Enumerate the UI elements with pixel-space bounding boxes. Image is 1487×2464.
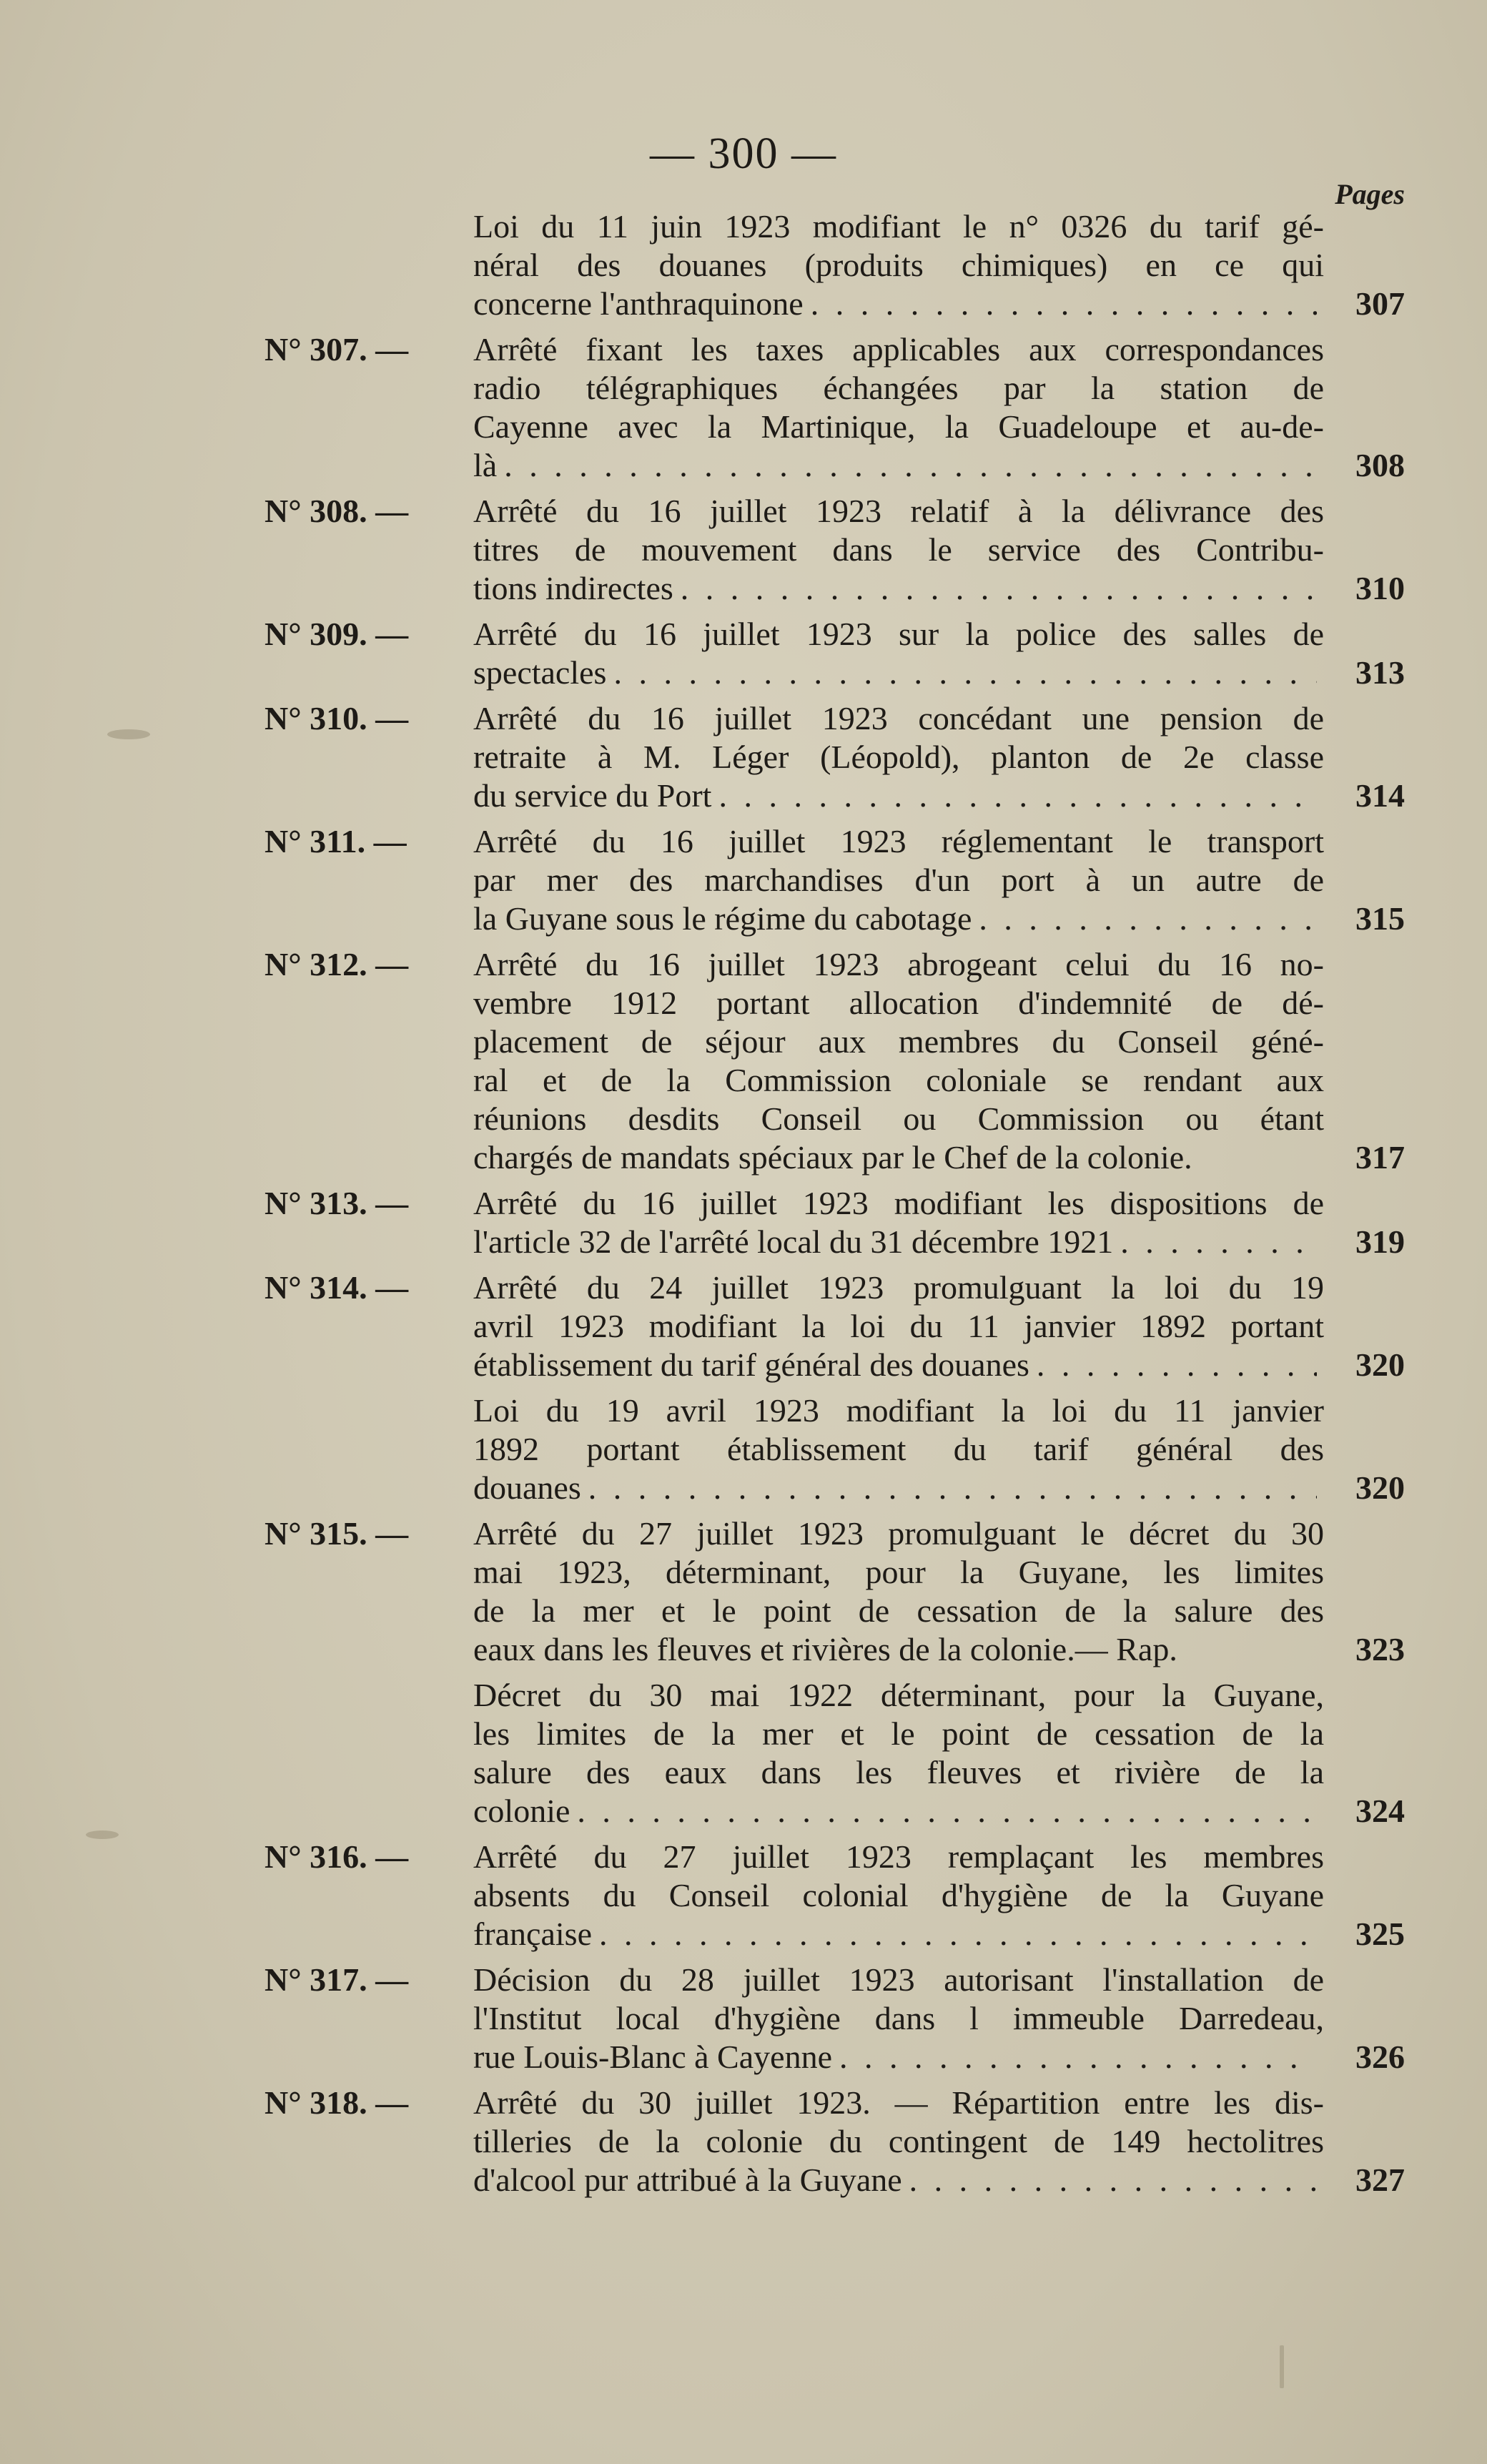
entry-line-text: établissement du tarif général des douanes	[473, 1346, 1029, 1383]
entry-number: N° 308. —	[265, 493, 409, 529]
entry-line	[473, 1630, 1324, 1669]
dot-leader	[588, 1469, 1317, 1507]
entry-line: Arrêté du 30 juillet 1923. — Répartition entre les dis-	[473, 2084, 1324, 2121]
dot-leader	[718, 777, 1317, 815]
entry-number: N° 318. —	[265, 2084, 409, 2121]
entry-description	[473, 1391, 1324, 1507]
entry-page-number: 323	[1355, 1631, 1405, 1667]
entry-line-text: tions indirectes	[473, 570, 673, 606]
entry-number: N° 310. —	[265, 700, 409, 736]
entry-line-text: d'alcool pur attribué à la Guyane	[473, 2162, 902, 2198]
entry-description	[473, 615, 1324, 692]
entry-number: N° 317. —	[265, 1961, 409, 1998]
dot-leader	[577, 1792, 1317, 1830]
entry-line: Arrêté du 16 juillet 1923 relatif à la délivrance des	[473, 493, 1324, 529]
entry-number: N° 312. —	[265, 946, 409, 982]
entry-description	[473, 1184, 1324, 1261]
entry-number: N° 309. —	[265, 616, 409, 652]
entry-line: Arrêté du 16 juillet 1923 concédant une pension de	[473, 700, 1324, 736]
paper-speck	[107, 729, 150, 739]
dot-leader	[504, 446, 1317, 485]
entry-line: vembre 1912 portant allocation d'indemnité de dé-	[473, 985, 1324, 1021]
entry-description	[473, 945, 1324, 1177]
entry-line	[473, 446, 1324, 485]
entry-page-number: 319	[1355, 1223, 1405, 1260]
entry-line: Arrêté du 24 juillet 1923 promulguant la loi du 19	[473, 1269, 1324, 1306]
page-number: — 300 —	[650, 129, 837, 178]
entry-line-text: douanes	[473, 1469, 581, 1506]
entry-line: ral et de la Commission coloniale se rendant aux	[473, 1062, 1324, 1098]
entry-line	[473, 285, 1324, 323]
entry-line: titres de mouvement dans le service des Contribu-	[473, 531, 1324, 568]
entry-page-number: 317	[1355, 1139, 1405, 1176]
dot-leader	[839, 2038, 1317, 2076]
entry-page-number: 308	[1355, 447, 1405, 483]
entry-line: néral des douanes (produits chimiques) en ce qui	[473, 247, 1324, 283]
entry-line-text: spectacles	[473, 654, 607, 691]
dot-leader	[681, 569, 1317, 608]
entry-line: absents du Conseil colonial d'hygiène de la Guyane	[473, 1877, 1324, 1913]
entry-line: Loi du 11 juin 1923 modifiant le n° 0326 du tarif gé-	[473, 208, 1324, 245]
entry-line	[473, 1223, 1324, 1261]
entry-line: Arrêté du 16 juillet 1923 réglementant le transport	[473, 823, 1324, 859]
entry-description	[473, 1961, 1324, 2076]
entry-line	[473, 569, 1324, 608]
entry-line	[473, 900, 1324, 938]
entry-line	[473, 1469, 1324, 1507]
entry-line: Décision du 28 juillet 1923 autorisant l'installation de	[473, 1961, 1324, 1998]
entry-page-number: 326	[1355, 2039, 1405, 2075]
entry-page-number: 327	[1355, 2162, 1405, 2198]
dot-leader	[811, 285, 1317, 323]
entry-line-text: l'article 32 de l'arrêté local du 31 décembre 1921	[473, 1223, 1114, 1260]
entry-description	[473, 1838, 1324, 1953]
entry-line: réunions desdits Conseil ou Commission ou étant	[473, 1100, 1324, 1137]
entry-line: radio télégraphiques échangées par la station de	[473, 370, 1324, 406]
entry-description	[473, 822, 1324, 938]
entry-line: de la mer et le point de cessation de la salure des	[473, 1592, 1324, 1629]
entry-line	[473, 2161, 1324, 2199]
entry-line: l'Institut local d'hygiène dans l immeuble Darredeau,	[473, 2000, 1324, 2036]
entry-line: avril 1923 modifiant la loi du 11 janvier 1892 portant	[473, 1308, 1324, 1344]
entry-description	[473, 492, 1324, 608]
entry-description	[473, 699, 1324, 815]
entry-line	[473, 1792, 1324, 1830]
entry-description	[473, 1676, 1324, 1830]
entry-line: Arrêté fixant les taxes applicables aux correspondances	[473, 331, 1324, 368]
dot-leader	[1120, 1223, 1317, 1261]
entry-number: N° 316. —	[265, 1838, 409, 1875]
dot-leader	[613, 654, 1317, 692]
dot-leader	[909, 2161, 1317, 2199]
entry-line-text: du service du Port	[473, 777, 712, 814]
entry-number: N° 307. —	[265, 331, 409, 368]
entry-line: Arrêté du 16 juillet 1923 abrogeant celui du 16 no-	[473, 946, 1324, 982]
entry-line	[473, 1138, 1324, 1177]
dot-leader	[979, 900, 1317, 938]
entry-number: N° 313. —	[265, 1185, 409, 1221]
entry-description	[473, 1268, 1324, 1384]
dot-leader	[1037, 1346, 1317, 1384]
entry-number: N° 314. —	[265, 1269, 409, 1306]
entry-line: Arrêté du 27 juillet 1923 remplaçant les membres	[473, 1838, 1324, 1875]
pages-column-label: Pages	[1335, 178, 1405, 210]
entry-line-text: rue Louis-Blanc à Cayenne	[473, 2039, 832, 2075]
entry-line	[473, 654, 1324, 692]
entry-page-number: 320	[1355, 1346, 1405, 1383]
entry-line-text: la Guyane sous le régime du cabotage	[473, 900, 972, 937]
entry-line: Arrêté du 16 juillet 1923 sur la police des salles de	[473, 616, 1324, 652]
entry-line-text: eaux dans les fleuves et rivières de la colonie.— Rap.	[473, 1631, 1177, 1667]
entry-line: 1892 portant établissement du tarif général des	[473, 1431, 1324, 1467]
paper-speck	[1280, 2345, 1284, 2388]
entry-line: Arrêté du 16 juillet 1923 modifiant les dispositions de	[473, 1185, 1324, 1221]
entry-line-text: chargés de mandats spéciaux par le Chef de la colonie.	[473, 1139, 1192, 1176]
entry-line	[473, 1915, 1324, 1953]
entry-description	[473, 2084, 1324, 2199]
entry-line: par mer des marchandises d'un port à un autre de	[473, 862, 1324, 898]
entry-page-number: 314	[1355, 777, 1405, 814]
entry-line: tilleries de la colonie du contingent de 149 hectolitres	[473, 2123, 1324, 2159]
entry-page-number: 310	[1355, 570, 1405, 606]
entry-page-number: 324	[1355, 1793, 1405, 1829]
entry-line: Arrêté du 27 juillet 1923 promulguant le décret du 30	[473, 1515, 1324, 1552]
entry-line	[473, 1346, 1324, 1384]
entry-page-number: 313	[1355, 654, 1405, 691]
entry-line: mai 1923, déterminant, pour la Guyane, les limites	[473, 1554, 1324, 1590]
entry-line-text: là	[473, 447, 498, 483]
entry-number: N° 311. —	[265, 823, 407, 859]
dot-leader	[599, 1915, 1317, 1953]
entry-description	[473, 330, 1324, 485]
entry-line: Loi du 19 avril 1923 modifiant la loi du 11 janvier	[473, 1392, 1324, 1429]
entry-description	[473, 1514, 1324, 1669]
entry-description	[473, 207, 1324, 323]
entry-page-number: 320	[1355, 1469, 1405, 1506]
entry-page-number: 307	[1355, 285, 1405, 322]
entry-line: placement de séjour aux membres du Conseil géné-	[473, 1023, 1324, 1060]
entry-line: les limites de la mer et le point de cessation de la	[473, 1715, 1324, 1752]
entry-page-number: 315	[1355, 900, 1405, 937]
paper-speck	[86, 1830, 119, 1839]
entry-line: Décret du 30 mai 1922 déterminant, pour la Guyane,	[473, 1677, 1324, 1713]
entry-line: Cayenne avec la Martinique, la Guadeloupe et au-de-	[473, 408, 1324, 445]
entry-line-text: colonie	[473, 1793, 570, 1829]
entry-line: retraite à M. Léger (Léopold), planton de 2e classe	[473, 739, 1324, 775]
entry-line-text: française	[473, 1916, 592, 1952]
entry-line-text: concerne l'anthraquinone	[473, 285, 804, 322]
entry-line	[473, 777, 1324, 815]
entry-line: salure des eaux dans les fleuves et rivière de la	[473, 1754, 1324, 1790]
entry-page-number: 325	[1355, 1916, 1405, 1952]
entry-line	[473, 2038, 1324, 2076]
entry-number: N° 315. —	[265, 1515, 409, 1552]
